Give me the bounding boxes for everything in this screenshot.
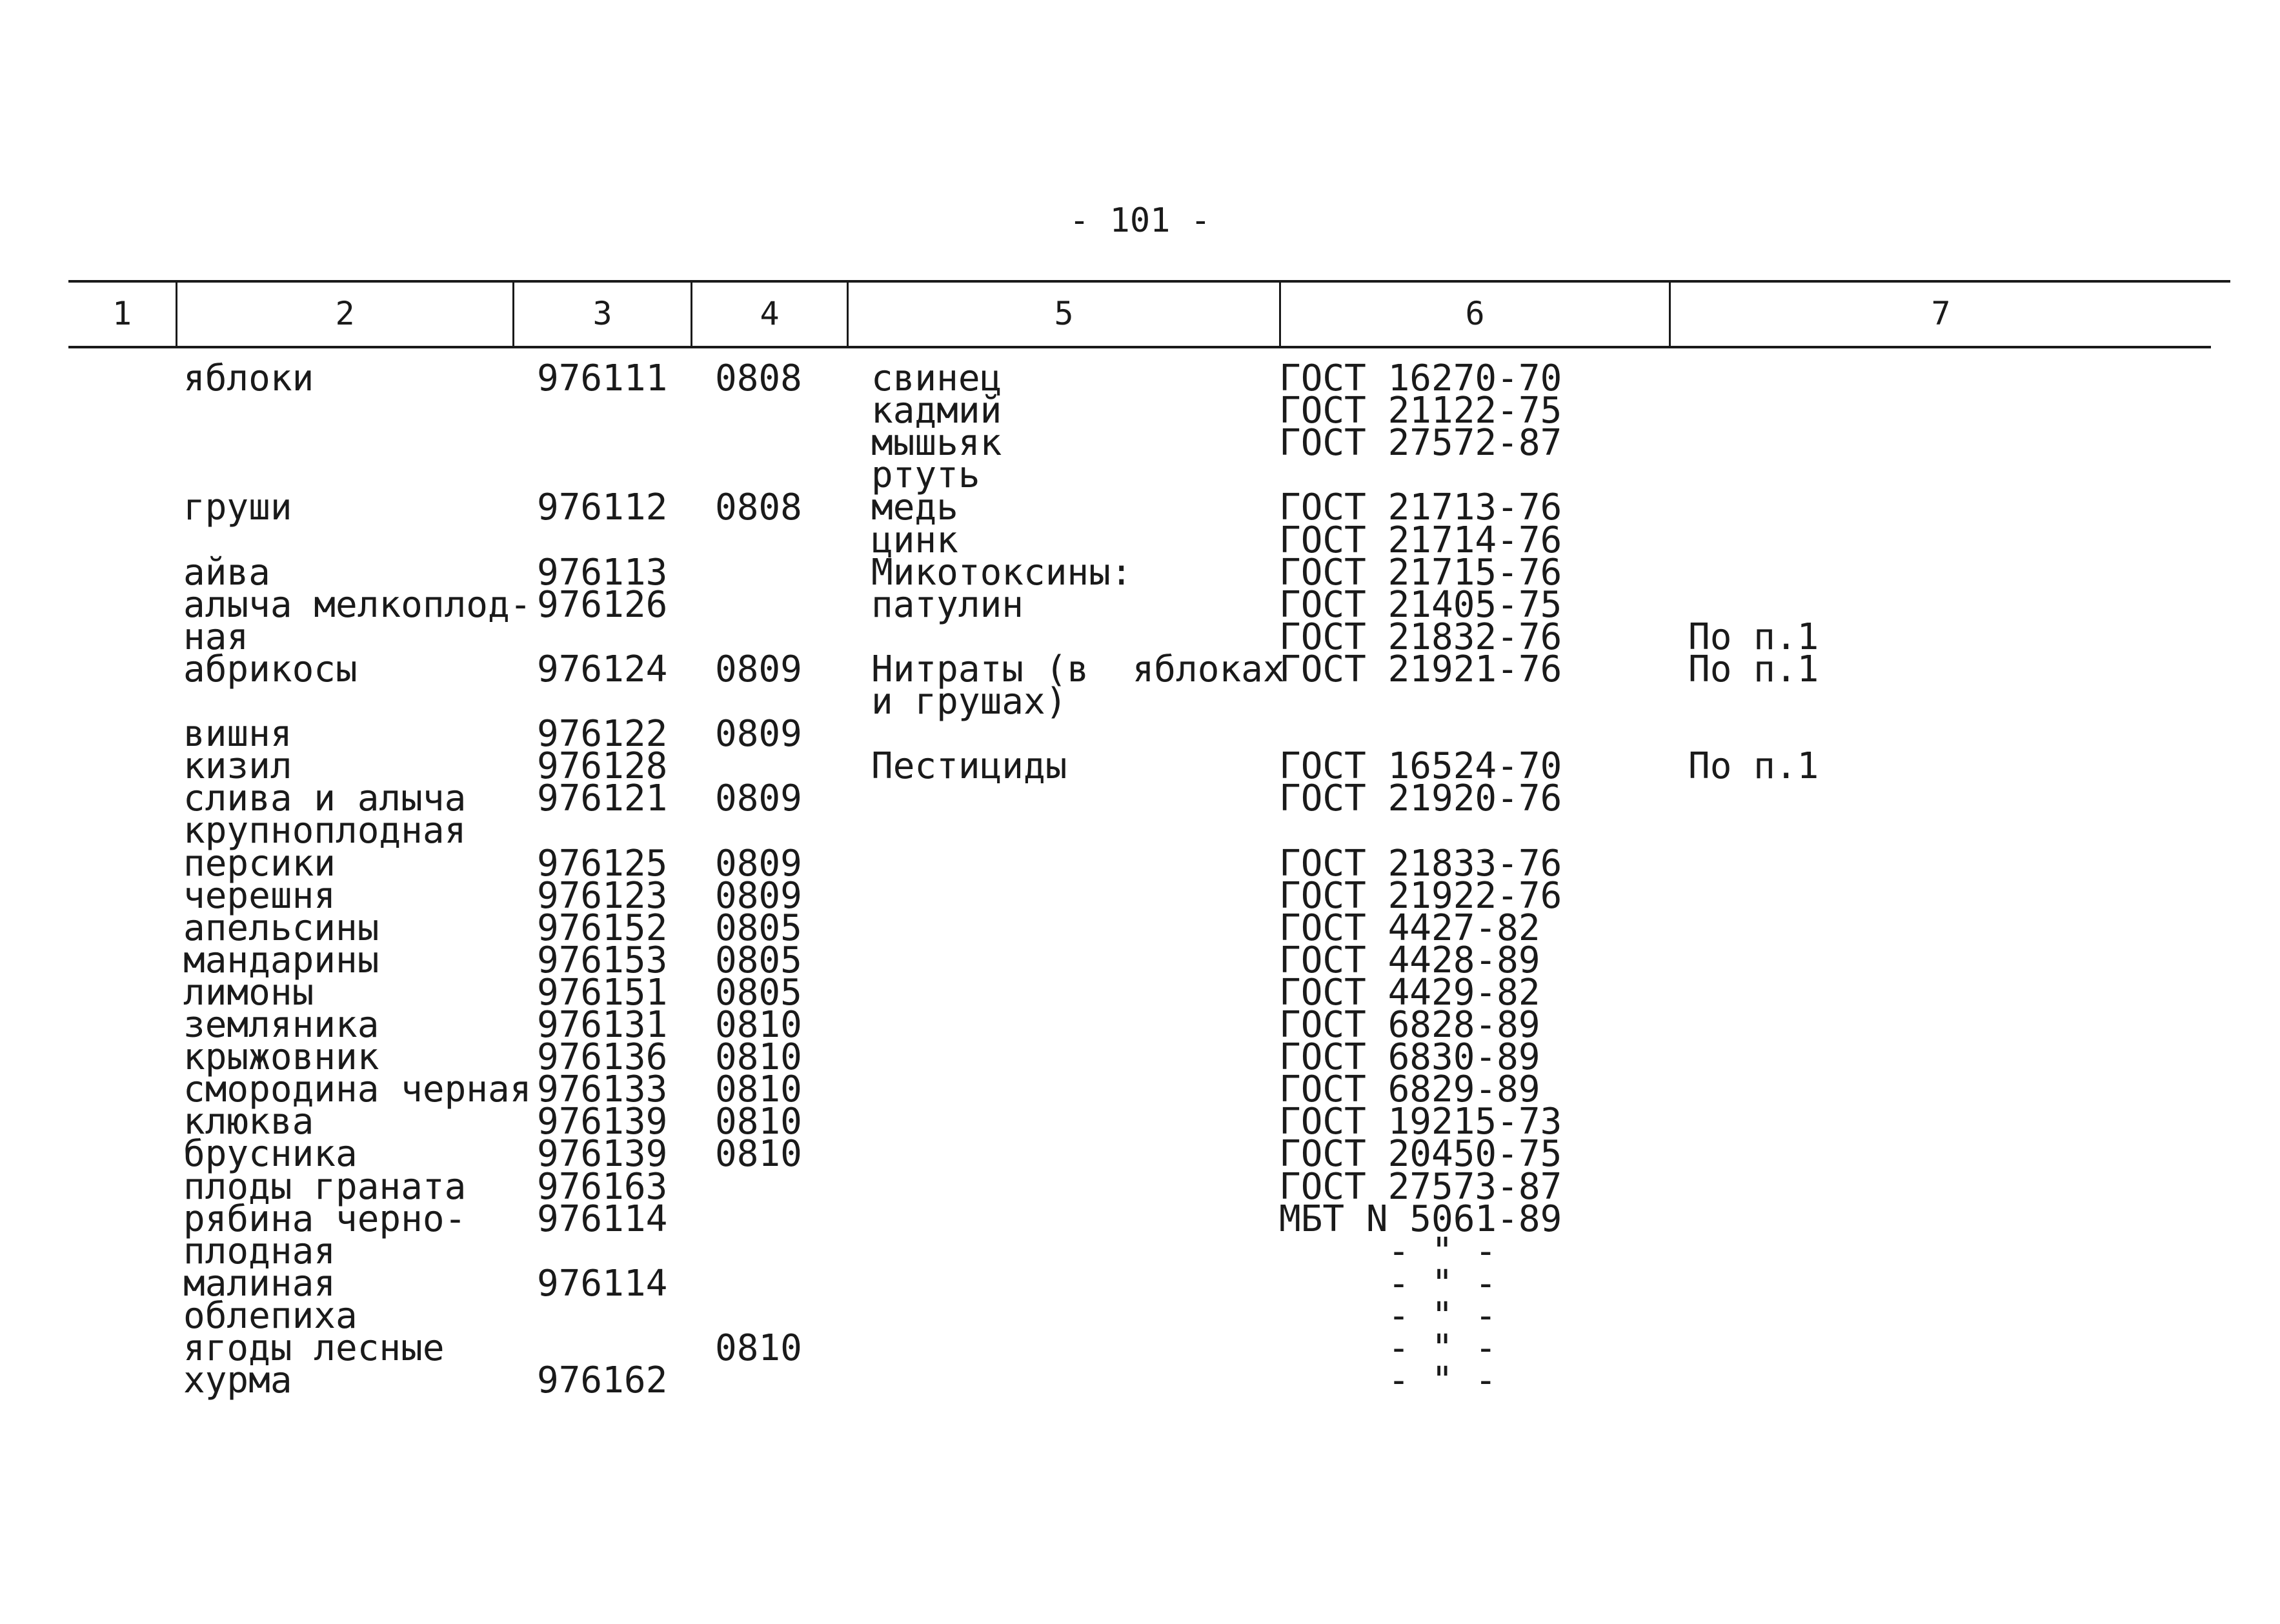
table-cell-c3: 976122 <box>537 713 668 756</box>
table-cell-c3: 976114 <box>537 1198 668 1240</box>
table-cell-c2: крупноплодная <box>183 810 467 852</box>
table-cell-c6: ГОСТ 21832-76 <box>1279 616 1562 658</box>
table-cell-c6: ГОСТ 16524-70 <box>1279 745 1562 788</box>
table-cell-c4: 0810 <box>715 1068 802 1111</box>
table-cell-c6: ГОСТ 19215-73 <box>1279 1101 1562 1143</box>
table-cell-c2: брусника <box>183 1133 358 1176</box>
table-cell-c2: крыжовник <box>183 1036 379 1079</box>
table-cell-c2: облепиха <box>183 1294 358 1337</box>
table-cell-c6: - " - <box>1279 1262 1497 1305</box>
table-cell-c4: 0805 <box>715 971 802 1014</box>
table-cell-c3: 976126 <box>537 583 668 626</box>
table-cell-c4: 0809 <box>715 777 802 820</box>
table-cell-c3: 976125 <box>537 842 668 885</box>
table-cell-c2: рябина черно- <box>183 1198 467 1240</box>
table-cell-c2: ягоды лесные <box>183 1327 445 1369</box>
table-cell-c2: земляника <box>183 1004 379 1046</box>
table-cell-c3: 976114 <box>537 1262 668 1305</box>
table-cell-c5: цинк <box>871 519 958 561</box>
table-cell-c3: 976131 <box>537 1004 668 1046</box>
column-header-7: 7 <box>1931 295 1951 332</box>
table-cell-c2: айва <box>183 551 270 594</box>
table-cell-c6: ГОСТ 20450-75 <box>1279 1133 1562 1176</box>
table-cell-c6: ГОСТ 21921-76 <box>1279 648 1562 690</box>
table-cell-c4: 0809 <box>715 713 802 756</box>
column-header-3: 3 <box>592 295 612 332</box>
table-cell-c6: ГОСТ 27573-87 <box>1279 1165 1562 1208</box>
table-top-rule <box>68 280 2230 283</box>
table-cell-c3: 976111 <box>537 357 668 399</box>
table-cell-c6: ГОСТ 4428-89 <box>1279 939 1540 981</box>
table-cell-c6: МБТ N 5061-89 <box>1279 1198 1562 1240</box>
table-cell-c3: 976121 <box>537 777 668 820</box>
table-cell-c5: медь <box>871 486 958 529</box>
table-cell-c3: 976133 <box>537 1068 668 1111</box>
table-cell-c5: Микотоксины: <box>871 551 1133 594</box>
table-cell-c2: персики <box>183 842 336 885</box>
table-cell-c2: хурма <box>183 1359 292 1402</box>
table-cell-c6: ГОСТ 6829-89 <box>1279 1068 1540 1111</box>
table-cell-c2: лимоны <box>183 971 314 1014</box>
table-cell-c2: мандарины <box>183 939 379 981</box>
table-cell-c6: ГОСТ 21920-76 <box>1279 777 1562 820</box>
table-cell-c3: 976128 <box>537 745 668 788</box>
table-cell-c4: 0810 <box>715 1004 802 1046</box>
table-cell-c4: 0809 <box>715 874 802 917</box>
table-cell-c6: ГОСТ 21833-76 <box>1279 842 1562 885</box>
table-cell-c7: По п.1 <box>1688 745 1819 788</box>
table-cell-c4: 0809 <box>715 648 802 690</box>
table-cell-c5: Нитраты (в яблоках <box>871 648 1285 690</box>
table-cell-c2: слива и алыча <box>183 777 467 820</box>
table-cell-c5: и грушах) <box>871 681 1067 723</box>
table-cell-c3: 976151 <box>537 971 668 1014</box>
table-cell-c4: 0805 <box>715 907 802 949</box>
table-cell-c3: 976152 <box>537 907 668 949</box>
table-cell-c3: 976153 <box>537 939 668 981</box>
page-number: - 101 - <box>1069 201 1211 240</box>
table-cell-c3: 976162 <box>537 1359 668 1402</box>
table-cell-c4: 0808 <box>715 357 802 399</box>
table-cell-c2: клюква <box>183 1101 314 1143</box>
table-cell-c4: 0805 <box>715 939 802 981</box>
table-cell-c2: вишня <box>183 713 292 756</box>
table-cell-c3: 976113 <box>537 551 668 594</box>
table-cell-c7: По п.1 <box>1688 648 1819 690</box>
table-cell-c6: - " - <box>1279 1294 1497 1337</box>
table-cell-c5: ртуть <box>871 454 980 497</box>
table-cell-c4: 0808 <box>715 486 802 529</box>
table-cell-c6: ГОСТ 16270-70 <box>1279 357 1562 399</box>
column-header-2: 2 <box>335 295 355 332</box>
table-cell-c4: 0810 <box>715 1133 802 1176</box>
table-cell-c2: апельсины <box>183 907 379 949</box>
table-cell-c2: черешня <box>183 874 336 917</box>
table-cell-c5: мышьяк <box>871 422 1002 465</box>
table-cell-c6: ГОСТ 21405-75 <box>1279 583 1562 626</box>
table-cell-c4: 0810 <box>715 1036 802 1079</box>
table-cell-c7: По п.1 <box>1688 616 1819 658</box>
table-cell-c3: 976139 <box>537 1133 668 1176</box>
table-cell-c4: 0810 <box>715 1101 802 1143</box>
table-cell-c2: смородина черная <box>183 1068 532 1111</box>
table-cell-c6: ГОСТ 27572-87 <box>1279 422 1562 465</box>
table-cell-c4: 0810 <box>715 1327 802 1369</box>
table-cell-c6: - " - <box>1279 1230 1497 1272</box>
table-cell-c6: ГОСТ 4429-82 <box>1279 971 1540 1014</box>
table-cell-c5: патулин <box>871 583 1024 626</box>
table-cell-c3: 976163 <box>537 1165 668 1208</box>
table-cell-c6: - " - <box>1279 1359 1497 1402</box>
table-cell-c2: алыча мелкоплод- <box>183 583 532 626</box>
column-header-5: 5 <box>1054 295 1074 332</box>
table-cell-c6: ГОСТ 6828-89 <box>1279 1004 1540 1046</box>
table-cell-c6: - " - <box>1279 1327 1497 1369</box>
column-header-1: 1 <box>112 295 132 332</box>
table-cell-c2: плодная <box>183 1230 336 1272</box>
table-cell-c2: груши <box>183 486 292 529</box>
table-header-rule <box>68 346 2211 348</box>
table-cell-c2: ная <box>183 616 249 658</box>
table-cell-c6: ГОСТ 21714-76 <box>1279 519 1562 561</box>
table-cell-c2: абрикосы <box>183 648 358 690</box>
column-header-4: 4 <box>760 295 780 332</box>
table-cell-c5: свинец <box>871 357 1002 399</box>
table-cell-c3: 976123 <box>537 874 668 917</box>
table-cell-c3: 976112 <box>537 486 668 529</box>
table-cell-c6: ГОСТ 4427-82 <box>1279 907 1540 949</box>
table-cell-c2: кизил <box>183 745 292 788</box>
table-cell-c2: яблоки <box>183 357 314 399</box>
table-cell-c3: 976136 <box>537 1036 668 1079</box>
table-cell-c4: 0809 <box>715 842 802 885</box>
table-cell-c6: ГОСТ 21922-76 <box>1279 874 1562 917</box>
table-cell-c6: ГОСТ 6830-89 <box>1279 1036 1540 1079</box>
table-cell-c3: 976139 <box>537 1101 668 1143</box>
table-cell-c6: ГОСТ 21715-76 <box>1279 551 1562 594</box>
table-cell-c3: 976124 <box>537 648 668 690</box>
table-cell-c2: малиная <box>183 1262 336 1305</box>
table-cell-c6: ГОСТ 21122-75 <box>1279 390 1562 432</box>
table-cell-c2: плоды граната <box>183 1165 467 1208</box>
column-header-6: 6 <box>1465 295 1485 332</box>
table-cell-c5: кадмий <box>871 390 1002 432</box>
table-cell-c5: Пестициды <box>871 745 1067 788</box>
table-cell-c6: ГОСТ 21713-76 <box>1279 486 1562 529</box>
